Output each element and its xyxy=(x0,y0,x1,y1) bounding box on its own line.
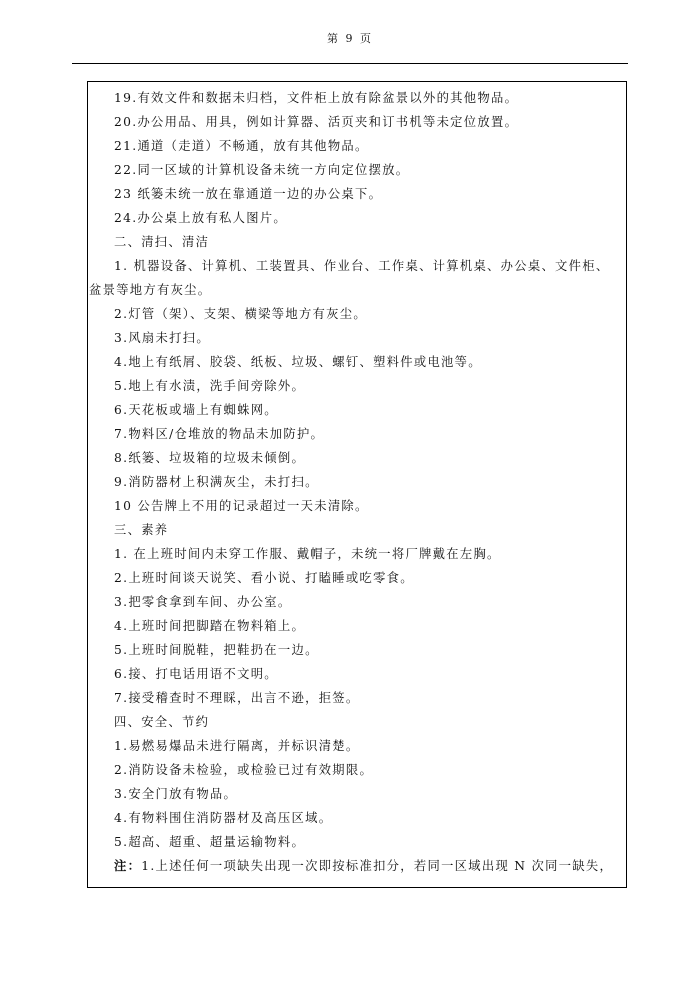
note-text: 1.上述任何一项缺失出现一次即按标准扣分，若同一区域出现 N 次同一缺失， xyxy=(141,859,614,873)
section-heading: 三、素养 xyxy=(114,523,169,537)
list-item: 3.安全门放有物品。 xyxy=(114,787,238,801)
list-item: 3.把零食拿到车间、办公室。 xyxy=(114,595,292,609)
document-body xyxy=(87,86,627,878)
section-heading: 二、清扫、清洁 xyxy=(114,235,210,249)
list-item: 3.风扇未打扫。 xyxy=(114,331,210,345)
section-heading: 四、安全、节约 xyxy=(114,715,210,729)
list-item: 22.同一区域的计算机设备未统一方向定位摆放。 xyxy=(114,163,410,177)
list-item-continuation: 盆景等地方有灰尘。 xyxy=(89,283,212,297)
list-item: 2.消防设备未检验，或检验已过有效期限。 xyxy=(114,763,374,777)
note-label: 注： xyxy=(114,858,142,873)
list-item: 10 公告牌上不用的记录超过一天未清除。 xyxy=(114,499,369,513)
list-item: 1. 在上班时间内未穿工作服、戴帽子，未统一将厂牌戴在左胸。 xyxy=(114,547,501,561)
list-item: 23 纸篓未统一放在靠通道一边的办公桌下。 xyxy=(114,187,383,201)
list-item: 4.上班时间把脚踏在物料箱上。 xyxy=(114,619,306,633)
list-item: 1. 机器设备、计算机、工装置具、作业台、工作桌、计算机桌、办公桌、文件柜、 xyxy=(114,259,610,273)
list-item: 21.通道（走道）不畅通，放有其他物品。 xyxy=(114,139,369,153)
list-item: 20.办公用品、用具，例如计算器、活页夹和订书机等未定位放置。 xyxy=(114,115,519,129)
note-line xyxy=(87,854,627,878)
list-item: 4.有物料围住消防器材及高压区域。 xyxy=(114,811,333,825)
list-item: 6.接、打电话用语不文明。 xyxy=(114,667,278,681)
page-number: 第 9 页 xyxy=(327,32,373,45)
list-item: 9.消防器材上积满灰尘，未打扫。 xyxy=(114,475,319,489)
list-item: 7.物料区/仓堆放的物品未加防护。 xyxy=(114,427,325,441)
list-item: 8.纸篓、垃圾箱的垃圾未倾倒。 xyxy=(114,451,306,465)
list-item: 2.灯管（架）、支架、横梁等地方有灰尘。 xyxy=(114,307,367,321)
header-rule xyxy=(72,63,628,64)
list-item: 6.天花板或墙上有蜘蛛网。 xyxy=(114,403,278,417)
list-item: 24.办公桌上放有私人图片。 xyxy=(114,211,288,225)
list-item: 1.易燃易爆品未进行隔离，并标识清楚。 xyxy=(114,739,360,753)
list-item: 19.有效文件和数据未归档，文件柜上放有除盆景以外的其他物品。 xyxy=(114,91,519,105)
list-item: 2.上班时间谈天说笑、看小说、打瞌睡或吃零食。 xyxy=(114,571,414,585)
list-item: 7.接受稽查时不理睬，出言不逊，拒签。 xyxy=(114,691,360,705)
list-item: 5.地上有水渍，洗手间旁除外。 xyxy=(114,379,306,393)
list-item: 4.地上有纸屑、胶袋、纸板、垃圾、螺钉、塑料件或电池等。 xyxy=(114,355,482,369)
list-item: 5.超高、超重、超量运输物料。 xyxy=(114,835,306,849)
list-item: 5.上班时间脱鞋，把鞋扔在一边。 xyxy=(114,643,319,657)
